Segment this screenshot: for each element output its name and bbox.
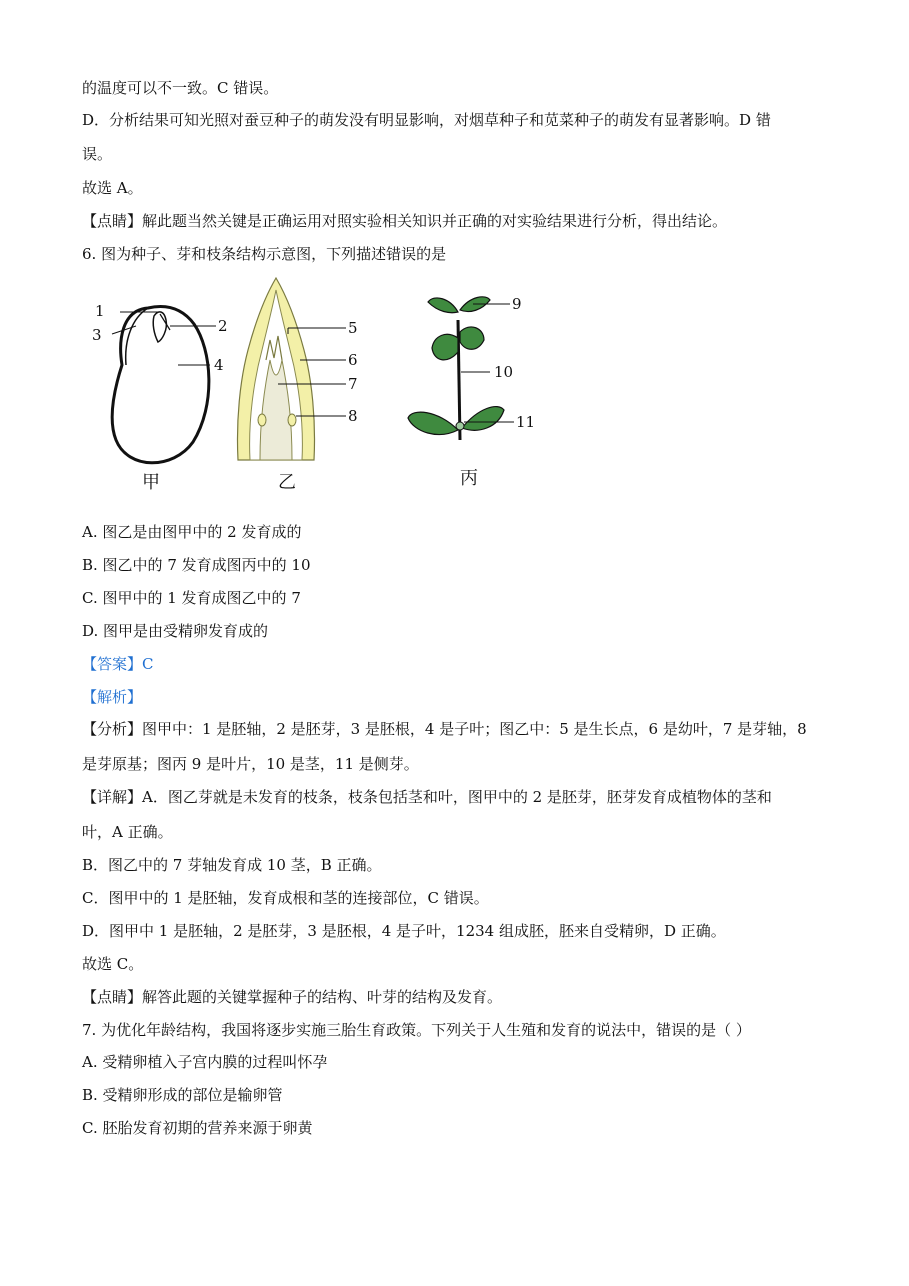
bud-diagram bbox=[237, 278, 346, 460]
answer-label: 【答案】C bbox=[82, 655, 154, 673]
caption-bing: 丙 bbox=[460, 468, 478, 489]
analysis-line: 故选 C。 bbox=[82, 955, 144, 973]
label-11: 11 bbox=[516, 413, 536, 431]
structure-figure bbox=[78, 270, 558, 500]
analysis-line: B．图乙中的 7 芽轴发育成 10 茎，B 正确。 bbox=[82, 856, 382, 874]
text-line: 故选 A。 bbox=[82, 179, 143, 197]
option-a: A. 图乙是由图甲中的 2 发育成的 bbox=[82, 523, 302, 541]
option-b: B. 图乙中的 7 发育成图丙中的 10 bbox=[82, 556, 311, 574]
label-8: 8 bbox=[348, 407, 358, 425]
label-3: 3 bbox=[92, 326, 102, 344]
analysis-line: 是芽原基；图丙 9 是叶片，10 是茎，11 是侧芽。 bbox=[82, 755, 419, 773]
conclusion-note: 【点睛】解此题当然关键是正确运用对照实验相关知识并正确的对实验结果进行分析，得出结论。 bbox=[82, 212, 728, 230]
label-7: 7 bbox=[348, 375, 358, 393]
caption-yi: 乙 bbox=[278, 472, 296, 493]
analysis-line: 【点睛】解答此题的关键掌握种子的结构、叶芽的结构及发育。 bbox=[82, 988, 503, 1006]
text-line: D．分析结果可知光照对蚕豆种子的萌发没有明显影响，对烟草种子和苋菜种子的萌发有显著影响。D 错 bbox=[82, 111, 771, 129]
label-4: 4 bbox=[214, 356, 224, 374]
label-1: 1 bbox=[95, 302, 105, 320]
option-a: A. 受精卵植入子宫内膜的过程叫怀孕 bbox=[82, 1053, 328, 1071]
option-c: C. 图甲中的 1 发育成图乙中的 7 bbox=[82, 589, 301, 607]
caption-jia: 甲 bbox=[142, 472, 160, 493]
analysis-line: D．图甲中 1 是胚轴，2 是胚芽，3 是胚根，4 是子叶，1234 组成胚，胚来自受精卵，D 正确。 bbox=[82, 922, 726, 940]
analysis-line: 【详解】A．图乙芽就是未发育的枝条，枝条包括茎和叶，图甲中的 2 是胚芽，胚芽发育成植物体的茎和 bbox=[82, 788, 772, 806]
analysis-title: 【解析】 bbox=[82, 688, 143, 706]
option-b: B. 受精卵形成的部位是输卵管 bbox=[82, 1086, 283, 1104]
analysis-line: C．图甲中的 1 是胚轴，发育成根和茎的连接部位，C 错误。 bbox=[82, 889, 489, 907]
label-10: 10 bbox=[494, 363, 514, 381]
question-7-stem: 7. 为优化年龄结构，我国将逐步实施三胎生育政策。下列关于人生殖和发育的说法中，错误的是（ ） bbox=[82, 1021, 751, 1039]
question-6-stem: 6. 图为种子、芽和枝条结构示意图，下列描述错误的是 bbox=[82, 245, 447, 263]
analysis-line: 叶，A 正确。 bbox=[82, 823, 173, 841]
label-6: 6 bbox=[348, 351, 358, 369]
text-line: 误。 bbox=[82, 145, 113, 163]
text-line: 的温度可以不一致。C 错误。 bbox=[82, 79, 279, 97]
label-2: 2 bbox=[218, 317, 228, 335]
option-c: C. 胚胎发育初期的营养来源于卵黄 bbox=[82, 1119, 313, 1137]
label-9: 9 bbox=[512, 295, 522, 313]
analysis-line: 【分析】图甲中：1 是胚轴，2 是胚芽，3 是胚根，4 是子叶；图乙中：5 是生长点，6 是幼叶，7 是芽轴，8 bbox=[82, 720, 807, 738]
label-5: 5 bbox=[348, 319, 358, 337]
seed-diagram bbox=[112, 307, 216, 463]
option-d: D. 图甲是由受精卵发育成的 bbox=[82, 622, 269, 640]
